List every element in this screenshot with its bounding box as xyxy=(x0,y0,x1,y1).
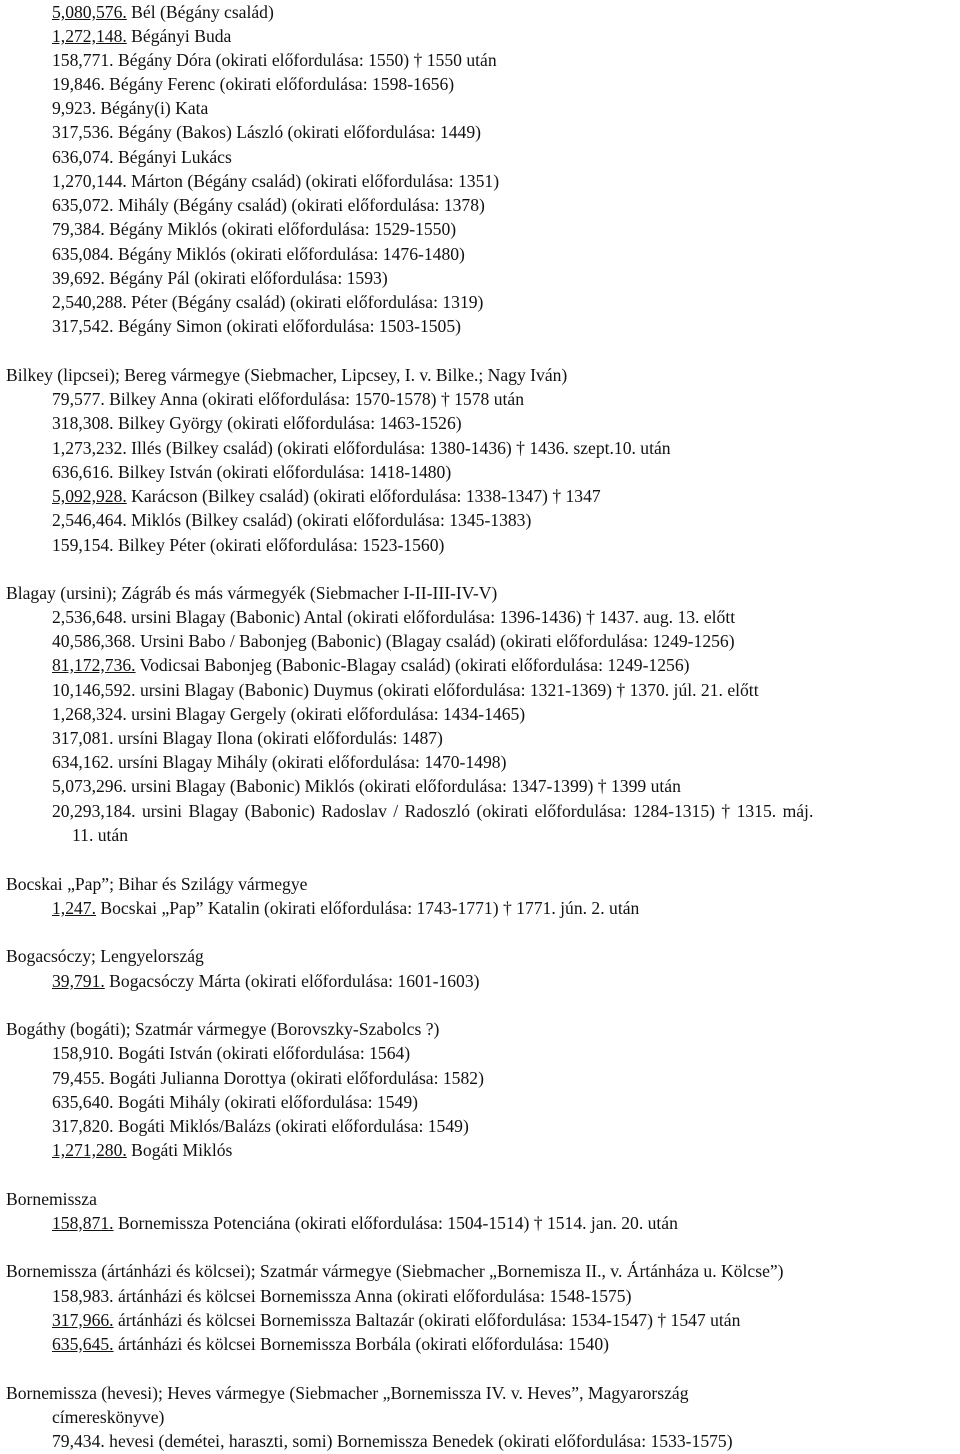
entry-number: 158,871. xyxy=(52,1213,114,1233)
entry xyxy=(52,703,525,725)
entry xyxy=(52,534,444,556)
entry-text: Bégányi Buda xyxy=(126,26,232,46)
entry xyxy=(52,1430,733,1452)
entry xyxy=(52,727,443,749)
entry-text: Mihály (Bégány család) (okirati előfordulása: 1378) xyxy=(113,195,485,215)
entry-text: Bégányi Lukács xyxy=(113,147,232,167)
entry-text: Bégány Miklós (okirati előfordulása: 1476-1480) xyxy=(113,244,465,264)
entry-text: Ursini Babo / Babonjeg (Babonic) (Blagay család) (okirati előfordulása: 1249-1256) xyxy=(135,631,735,651)
entry xyxy=(52,1309,740,1331)
section-heading: Bocskai „Pap”; Bihar és Szilágy vármegye xyxy=(6,874,308,894)
entry-number: 317,536. xyxy=(52,122,114,142)
entry-continuation: 11. után xyxy=(72,825,129,845)
entry xyxy=(52,775,681,797)
entry-number: 2,540,288. xyxy=(52,292,127,312)
entry xyxy=(52,121,481,143)
entry-number: 39,791. xyxy=(52,971,105,991)
entry-text: Márton (Bégány család) (okirati előfordulása: 1351) xyxy=(126,171,500,191)
entry xyxy=(52,97,208,119)
entry-text: ursini Blagay Gergely (okirati előfordulása: 1434-1465) xyxy=(126,704,526,724)
entry-number: 40,586,368. xyxy=(52,631,136,651)
entry-text: ursini Blagay (Babonic) Radoslav / Radoszló (okirati előfordulása: 1284-1315) † 1315. máj. xyxy=(135,801,814,821)
entry-text: Vodicsai Babonjeg (Babonic-Blagay család) (okirati előfordulása: 1249-1256) xyxy=(135,655,690,675)
entry-number: 317,820. xyxy=(52,1116,114,1136)
entry xyxy=(52,218,456,240)
entry-number: 317,542. xyxy=(52,316,114,336)
entry xyxy=(52,485,601,507)
section-heading-continuation: címereskönyve) xyxy=(52,1407,165,1427)
entry-text: Bégány Ferenc (okirati előfordulása: 1598-1656) xyxy=(104,74,455,94)
entry xyxy=(52,437,671,459)
entry-number: 79,455. xyxy=(52,1068,105,1088)
entry-number: 1,271,280. xyxy=(52,1140,127,1160)
entry-number: 79,434. xyxy=(52,1431,105,1451)
entry-text: Illés (Bilkey család) (okirati előfordulása: 1380-1436) † 1436. szept.10. után xyxy=(126,438,671,458)
entry-number: 1,247. xyxy=(52,898,96,918)
entry-text: ursíni Blagay Mihály (okirati előfordulása: 1470-1498) xyxy=(113,752,507,772)
entry-number: 39,692. xyxy=(52,268,105,288)
entry-number: 79,577. xyxy=(52,389,105,409)
entry-text: ursini Blagay (Babonic) Miklós (okirati előfordulása: 1347-1399) † 1399 után xyxy=(126,776,681,796)
entry xyxy=(52,49,497,71)
entry xyxy=(52,146,232,168)
entry-text: Karácson (Bilkey család) (okirati előfordulása: 1338-1347) † 1347 xyxy=(126,486,601,506)
entry-text: ursíni Blagay Ilona (okirati előfordulás: 1487) xyxy=(113,728,443,748)
entry-text: Bégány Miklós (okirati előfordulása: 1529-1550) xyxy=(104,219,457,239)
entry xyxy=(52,800,813,822)
entry-number: 79,384. xyxy=(52,219,105,239)
entry-number: 317,081. xyxy=(52,728,114,748)
entry xyxy=(52,1139,232,1161)
entry-text: hevesi (demétei, haraszti, somi) Bornemissza Benedek (okirati előfordulása: 1533-1575) xyxy=(104,1431,733,1451)
entry-text: ártánházi és kölcsei Bornemissza Borbála (okirati előfordulása: 1540) xyxy=(113,1334,609,1354)
entry-text: Bogáti Miklós/Balázs (okirati előfordulása: 1549) xyxy=(113,1116,469,1136)
entry-text: ártánházi és kölcsei Bornemissza Anna (okirati előfordulása: 1548-1575) xyxy=(113,1286,632,1306)
entry-text: Bégány(i) Kata xyxy=(95,98,209,118)
entry-text: ártánházi és kölcsei Bornemissza Baltazár (okirati előfordulása: 1534-1547) † 1547 után xyxy=(113,1310,741,1330)
entry-number: 317,966. xyxy=(52,1310,114,1330)
entry xyxy=(52,1285,631,1307)
entry xyxy=(52,315,461,337)
entry-text: Bégány (Bakos) László (okirati előfordulása: 1449) xyxy=(113,122,481,142)
entry-number: 5,080,576. xyxy=(52,2,127,22)
entry-number: 635,645. xyxy=(52,1334,114,1354)
entry-number: 636,616. xyxy=(52,462,114,482)
entry-number: 2,536,648. xyxy=(52,607,127,627)
entry-number: 5,073,296. xyxy=(52,776,127,796)
entry xyxy=(52,606,735,628)
entry-text: Bégány Simon (okirati előfordulása: 1503-1505) xyxy=(113,316,461,336)
entry xyxy=(52,73,454,95)
entry xyxy=(52,388,524,410)
entry-number: 1,268,324. xyxy=(52,704,127,724)
entry-number: 158,910. xyxy=(52,1043,114,1063)
entry-text: Bégány Dóra (okirati előfordulása: 1550) † 1550 után xyxy=(113,50,497,70)
section-heading: Blagay (ursini); Zágráb és más vármegyék (Siebmacher I-II-III-IV-V) xyxy=(6,583,498,603)
entry-number: 318,308. xyxy=(52,413,114,433)
entry-text: Miklós (Bilkey család) (okirati előfordulása: 1345-1383) xyxy=(126,510,532,530)
entry xyxy=(52,1,274,23)
entry xyxy=(52,243,465,265)
entry-number: 1,273,232. xyxy=(52,438,127,458)
entry-number: 20,293,184. xyxy=(52,801,136,821)
entry-text: Bilkey György (okirati előfordulása: 1463-1526) xyxy=(113,413,462,433)
entry xyxy=(52,170,499,192)
entry-number: 636,074. xyxy=(52,147,114,167)
entry-text: Péter (Bégány család) (okirati előfordulása: 1319) xyxy=(126,292,484,312)
entry-number: 19,846. xyxy=(52,74,105,94)
entry xyxy=(52,751,506,773)
entry xyxy=(52,194,485,216)
entry-number: 158,771. xyxy=(52,50,114,70)
entry-number: 2,546,464. xyxy=(52,510,127,530)
entry-text: Bél (Bégány család) xyxy=(126,2,274,22)
entry xyxy=(52,897,639,919)
entry-text: Bocskai „Pap” Katalin (okirati előfordulása: 1743-1771) † 1771. jún. 2. után xyxy=(95,898,640,918)
entry xyxy=(52,970,480,992)
entry-number: 158,983. xyxy=(52,1286,114,1306)
entry xyxy=(52,1115,469,1137)
entry-text: ursini Blagay (Babonic) Duymus (okirati előfordulása: 1321-1369) † 1370. júl. 21. előtt xyxy=(135,680,759,700)
entry-number: 635,084. xyxy=(52,244,114,264)
entry-number: 5,092,928. xyxy=(52,486,127,506)
entry xyxy=(52,412,462,434)
entry-text: Bornemissza Potenciána (okirati előfordulása: 1504-1514) † 1514. jan. 20. után xyxy=(113,1213,678,1233)
section-heading: Bornemissza xyxy=(6,1189,97,1209)
entry xyxy=(52,1212,678,1234)
entry xyxy=(52,25,231,47)
entry-text: Bilkey István (okirati előfordulása: 1418-1480) xyxy=(113,462,452,482)
entry-number: 634,162. xyxy=(52,752,114,772)
entry-number: 81,172,736. xyxy=(52,655,136,675)
entry xyxy=(52,1042,410,1064)
entry xyxy=(52,1091,418,1113)
entry-text: Bogáti Miklós xyxy=(126,1140,233,1160)
entry-number: 635,640. xyxy=(52,1092,114,1112)
section-heading: Bogacsóczy; Lengyelország xyxy=(6,946,204,966)
entry-text: Bogacsóczy Márta (okirati előfordulása: 1601-1603) xyxy=(104,971,480,991)
section-heading: Bilkey (lipcsei); Bereg vármegye (Siebmacher, Lipcsey, I. v. Bilke.; Nagy Iván) xyxy=(6,365,568,385)
entry xyxy=(52,1333,609,1355)
section-heading: Bogáthy (bogáti); Szatmár vármegye (Borovszky-Szabolcs ?) xyxy=(6,1019,440,1039)
entry-text: Bogáti Mihály (okirati előfordulása: 1549) xyxy=(113,1092,418,1112)
entry-text: Bogáti István (okirati előfordulása: 1564) xyxy=(113,1043,411,1063)
entry-text: Bogáti Julianna Dorottya (okirati előfordulása: 1582) xyxy=(104,1068,484,1088)
entry-text: Bilkey Anna (okirati előfordulása: 1570-1578) † 1578 után xyxy=(104,389,525,409)
entry-number: 635,072. xyxy=(52,195,114,215)
entry xyxy=(52,461,451,483)
entry xyxy=(52,1067,484,1089)
entry-number: 9,923. xyxy=(52,98,96,118)
entry xyxy=(52,267,388,289)
entry xyxy=(52,630,735,652)
entry-text: Bilkey Péter (okirati előfordulása: 1523-1560) xyxy=(113,535,445,555)
entry-text: Bégány Pál (okirati előfordulása: 1593) xyxy=(104,268,388,288)
entry xyxy=(52,654,689,676)
entry-number: 1,272,148. xyxy=(52,26,127,46)
entry-number: 159,154. xyxy=(52,535,114,555)
entry xyxy=(52,291,483,313)
entry-text: ursini Blagay (Babonic) Antal (okirati előfordulása: 1396-1436) † 1437. aug. 13. előtt xyxy=(126,607,736,627)
entry xyxy=(52,509,531,531)
section-heading: Bornemissza (hevesi); Heves vármegye (Siebmacher „Bornemissza IV. v. Heves”, Magyarország xyxy=(6,1383,689,1403)
section-heading: Bornemissza (ártánházi és kölcsei); Szatmár vármegye (Siebmacher „Bornemisza II., v. Ártánháza u. Kölcse”) xyxy=(6,1261,784,1281)
entry-number: 1,270,144. xyxy=(52,171,127,191)
entry xyxy=(52,679,759,701)
entry-number: 10,146,592. xyxy=(52,680,136,700)
